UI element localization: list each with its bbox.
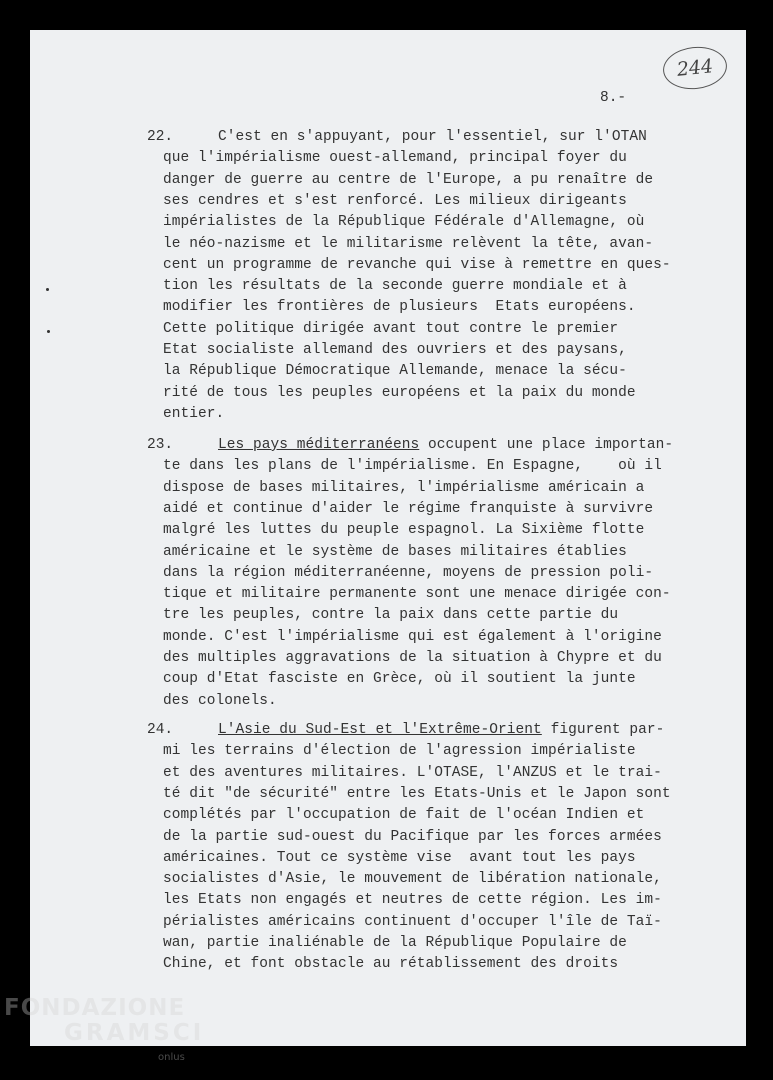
text-line: socialistes d'Asie, le mouvement de libération nationale,: [163, 871, 662, 888]
text-line: aidé et continue d'aider le régime franquiste à survivre: [163, 500, 654, 517]
text-line: danger de guerre au centre de l'Europe, a pu renaître de: [163, 171, 654, 188]
text-line: le néo-nazisme et le militarisme relèvent la tête, avan-: [163, 235, 654, 252]
paragraph-number: 24.: [147, 722, 174, 738]
section-heading: Les pays méditerranéens: [218, 437, 420, 453]
watermark-line2: GRAMSCI: [64, 1020, 205, 1046]
text-line: les Etats non engagés et neutres de cette région. Les im-: [163, 892, 662, 909]
text-line: coup d'Etat fasciste en Grèce, où il soutient la junte: [163, 671, 636, 688]
text-line: des multiples aggravations de la situation à Chypre et du: [163, 650, 662, 666]
text-line: te dans les plans de l'impérialisme. En Espagne, où il: [163, 458, 662, 475]
watermark-line1: FONDAZIONE: [4, 995, 186, 1021]
text-line: impérialistes de la République Fédérale d'Allemagne, où: [163, 214, 645, 231]
text-line: et des aventures militaires. L'OTASE, l'ANZUS et le trai-: [163, 764, 662, 781]
text-line: américaine et le système de bases militaires établies: [163, 543, 627, 560]
text-line: monde. C'est l'impérialisme qui est également à l'origine: [163, 628, 662, 645]
archive-stamp: 244: [661, 44, 729, 92]
document-page: [30, 30, 746, 1046]
text-line: modifier les frontières de plusieurs Etats européens.: [163, 299, 636, 316]
watermark-logo: [4, 996, 204, 1046]
text-line: la République Démocratique Allemande, menace la sécu-: [163, 363, 627, 380]
paragraph-number: 22.: [147, 129, 174, 145]
text-line: que l'impérialisme ouest-allemand, principal foyer du: [163, 150, 627, 167]
section-heading: L'Asie du Sud-Est et l'Extrême-Orient: [218, 722, 542, 738]
text-line: C'est en s'appuyant, pour l'essentiel, sur l'OTAN: [218, 129, 647, 145]
text-line: Cette politique dirigée avant tout contre le premier: [163, 320, 619, 337]
text-line: dans la région méditerranéenne, moyens de pression poli-: [163, 564, 654, 581]
text-line: entier.: [163, 405, 225, 422]
text-line: malgré les luttes du peuple espagnol. La Sixième flotte: [163, 522, 645, 539]
text-line: tique et militaire permanente sont une menace dirigée con-: [163, 586, 671, 603]
text-line: Etat socialiste allemand des ouvriers et des paysans,: [163, 342, 627, 358]
heading-continuation: occupent une place importan-: [419, 437, 674, 453]
text-line: ses cendres et s'est renforcé. Les milieux dirigeants: [163, 192, 627, 209]
text-line: wan, partie inaliénable de la République Populaire de: [163, 935, 627, 951]
text-line: cent un programme de revanche qui vise à remettre en ques-: [163, 256, 671, 273]
text-line: tion les résultats de la seconde guerre mondiale et à: [163, 278, 627, 295]
text-line: dispose de bases militaires, l'impérialisme américain a: [163, 479, 645, 496]
text-line: complétés par l'occupation de fait de l'océan Indien et: [163, 807, 645, 824]
text-line: Chine, et font obstacle au rétablissement des droits: [163, 956, 619, 973]
text-line: mi les terrains d'élection de l'agression impérialiste: [163, 743, 636, 760]
text-line: té dit "de sécurité" entre les Etats-Unis et le Japon sont: [163, 785, 671, 802]
text-line: tre les peuples, contre la paix dans cette partie du: [163, 607, 619, 624]
text-line: américaines. Tout ce système vise avant tout les pays: [163, 849, 636, 866]
paragraph-first-line: [218, 722, 664, 738]
heading-continuation: figurent par-: [541, 722, 665, 738]
text-line: rité de tous les peuples européens et la paix du monde: [163, 384, 636, 401]
margin-mark: [47, 330, 50, 333]
margin-mark: [46, 288, 49, 291]
text-line: périalistes américains continuent d'occuper l'île de Taï-: [163, 913, 662, 930]
text-line: de la partie sud-ouest du Pacifique par les forces armées: [163, 828, 662, 845]
text-line: des colonels.: [163, 692, 277, 709]
page-number: 8.-: [600, 90, 627, 106]
watermark-line3: onlus: [158, 1052, 185, 1063]
paragraph-first-line: [218, 437, 673, 453]
paragraph-number: 23.: [147, 437, 174, 453]
